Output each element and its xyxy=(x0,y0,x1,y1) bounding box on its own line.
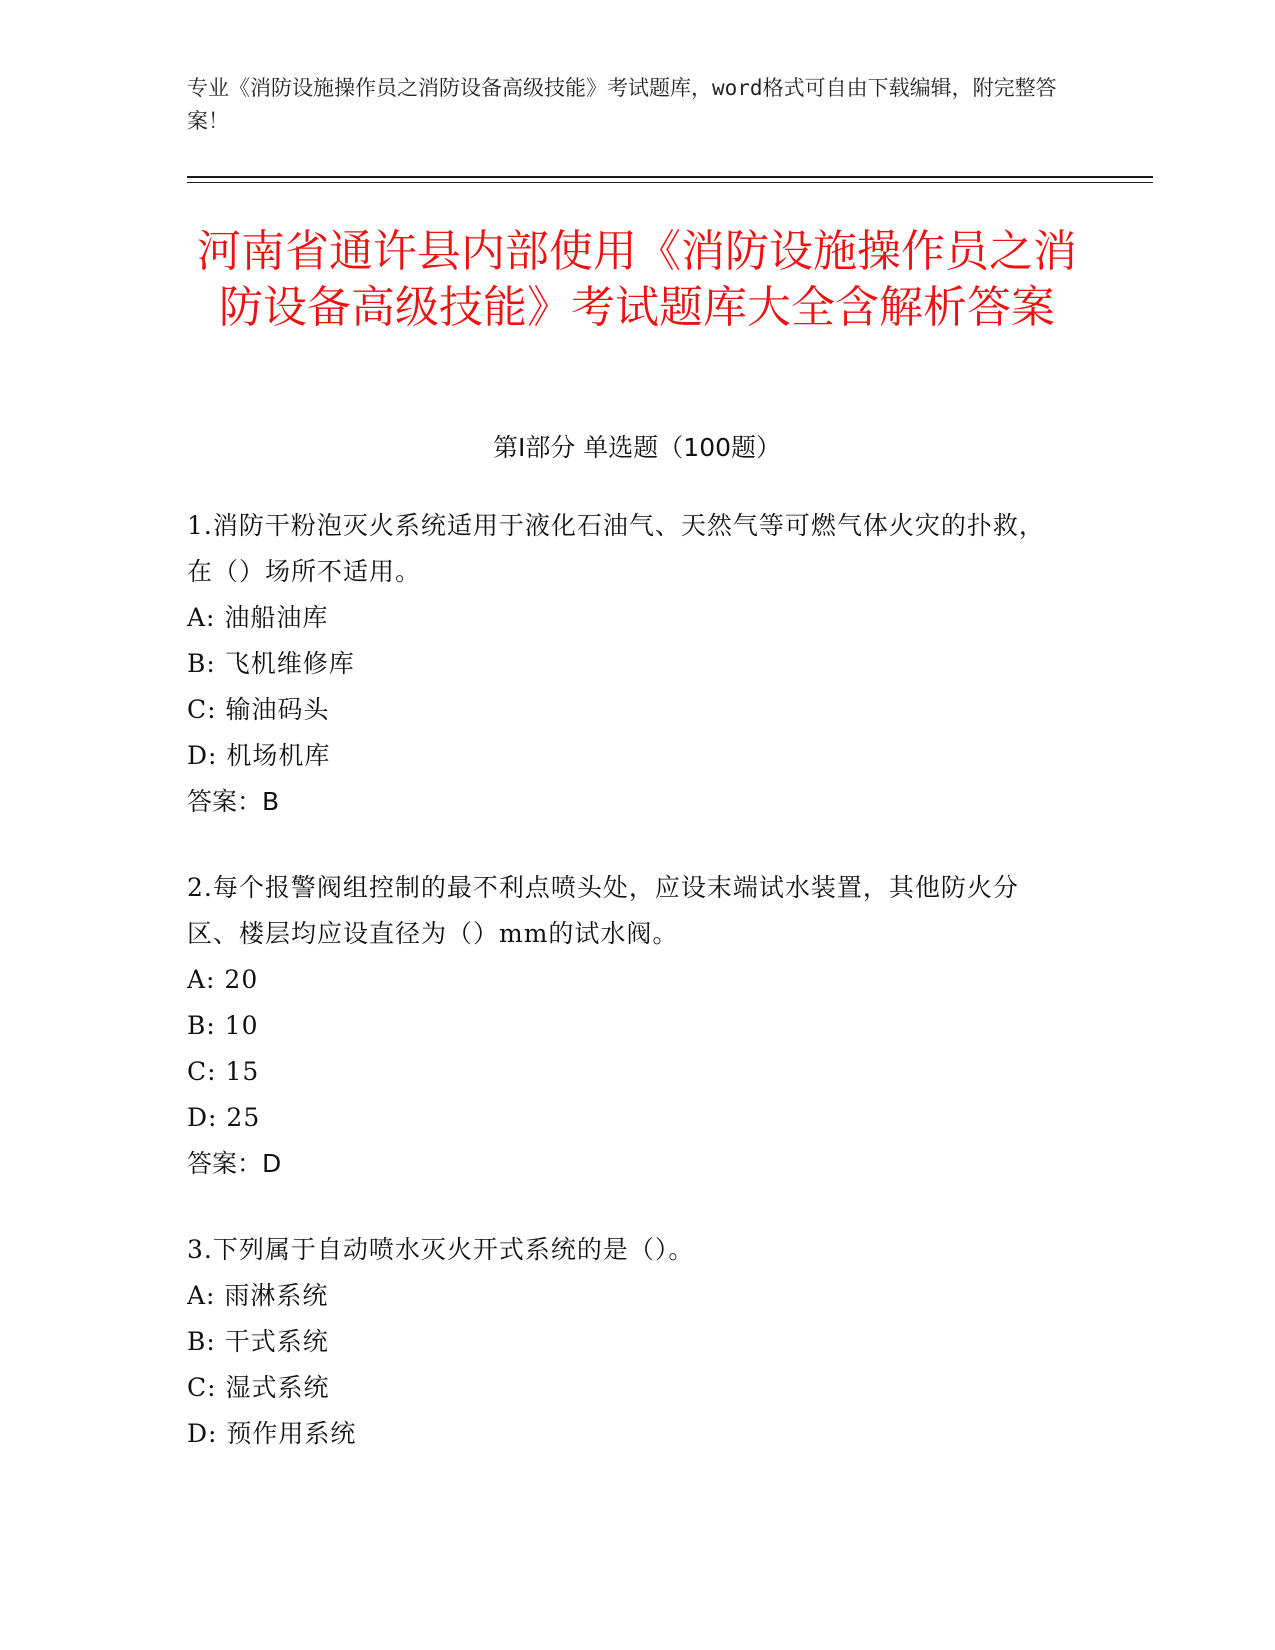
option-b: B: 飞机维修库 xyxy=(187,649,355,678)
question-stem: 1.消防干粉泡灭火系统适用于液化石油气、天然气等可燃气体火灾的扑救，在（）场所不适用。 xyxy=(187,511,1045,586)
question-stem: 3.下列属于自动喷水灭火开式系统的是（）。 xyxy=(187,1235,695,1264)
option-a: A: 20 xyxy=(187,965,259,994)
header-divider-thin xyxy=(187,182,1153,183)
answer: 答案：D xyxy=(187,1149,282,1178)
answer: 答案：B xyxy=(187,787,280,816)
section-title: 第Ⅰ部分 单选题（100题） xyxy=(492,433,782,462)
option-c: C: 15 xyxy=(187,1057,260,1086)
document-title: 河南省通许县内部使用《消防设施操作员之消防设备高级技能》考试题库大全含解析答案 xyxy=(197,226,1077,333)
question-2 xyxy=(187,865,1067,1187)
question-stem: 2.每个报警阀组控制的最不利点喷头处，应设末端试水装置，其他防火分区、楼层均应设直径为（）mm的试水阀。 xyxy=(187,873,1019,948)
option-a: A: 油船油库 xyxy=(187,603,329,632)
option-d: D: 预作用系统 xyxy=(187,1419,357,1448)
header-divider xyxy=(187,176,1153,178)
option-a: A: 雨淋系统 xyxy=(187,1281,329,1310)
option-c: C: 输油码头 xyxy=(187,695,330,724)
header-note: 专业《消防设施操作员之消防设备高级技能》考试题库，word格式可自由下载编辑，附完整答案！ xyxy=(187,76,1057,133)
option-b: B: 干式系统 xyxy=(187,1327,329,1356)
option-c: C: 湿式系统 xyxy=(187,1373,330,1402)
option-b: B: 10 xyxy=(187,1011,259,1040)
question-1 xyxy=(187,503,1067,825)
option-d: D: 机场机库 xyxy=(187,741,331,770)
option-d: D: 25 xyxy=(187,1103,261,1132)
question-3 xyxy=(187,1227,1067,1457)
